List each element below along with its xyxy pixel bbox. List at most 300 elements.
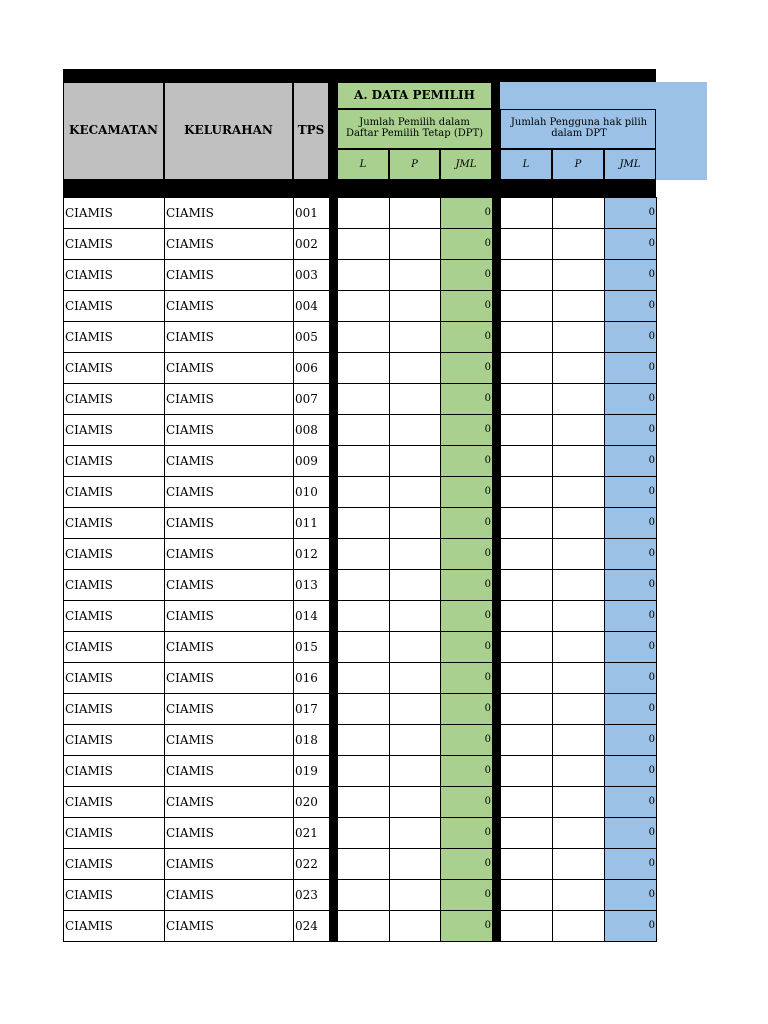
kelurahan-cell-value: CIAMIS — [166, 919, 214, 933]
pengguna-l-cell[interactable] — [500, 290, 553, 322]
dpt-jml-header: JML — [455, 159, 477, 170]
tps-cell[interactable] — [293, 259, 330, 291]
tps-cell[interactable] — [293, 631, 330, 663]
dpt-jml-cell-value: 0 — [484, 641, 491, 652]
dpt-jml-cell[interactable] — [440, 228, 493, 260]
kecamatan-cell[interactable] — [63, 414, 165, 446]
kelurahan-cell-value: CIAMIS — [166, 826, 214, 840]
dpt-jml-cell-value: 0 — [484, 703, 491, 714]
pengguna-jml-cell[interactable] — [604, 445, 657, 477]
pengguna-jml-cell[interactable] — [604, 631, 657, 663]
dpt-jml-cell[interactable] — [440, 259, 493, 291]
dpt-l-cell[interactable] — [337, 817, 390, 849]
kecamatan-cell-value: CIAMIS — [65, 857, 113, 871]
pengguna-l-cell[interactable] — [500, 910, 553, 942]
pengguna-p-cell[interactable] — [552, 290, 605, 322]
dpt-l-cell[interactable] — [337, 476, 390, 508]
row-divider-black — [492, 197, 500, 229]
kecamatan-cell[interactable] — [63, 290, 165, 322]
dpt-p-cell[interactable] — [389, 538, 441, 570]
dpt-l-cell[interactable] — [337, 383, 390, 415]
dpt-p-header: P — [411, 159, 418, 170]
pengguna-jml-cell-value: 0 — [648, 641, 655, 652]
pengguna-jml-cell[interactable] — [604, 352, 657, 384]
dpt-jml-cell-value: 0 — [484, 300, 491, 311]
pengguna-p-cell[interactable] — [552, 786, 605, 818]
tps-cell-value: 009 — [295, 454, 318, 468]
dpt-jml-cell[interactable] — [440, 755, 493, 787]
dpt-l-cell[interactable] — [337, 879, 390, 911]
row-divider-black — [492, 445, 500, 477]
dpt-l-cell[interactable] — [337, 259, 390, 291]
dpt-jml-cell-value: 0 — [484, 672, 491, 683]
dpt-jml-cell[interactable] — [440, 817, 493, 849]
section-a-header-cell[interactable] — [337, 82, 492, 109]
dpt-p-cell[interactable] — [389, 445, 441, 477]
kecamatan-cell[interactable] — [63, 569, 165, 601]
pengguna-jml-cell[interactable] — [604, 910, 657, 942]
pengguna-jml-cell-value: 0 — [648, 331, 655, 342]
kelurahan-cell[interactable] — [164, 910, 294, 942]
kecamatan-cell-value: CIAMIS — [65, 888, 113, 902]
pengguna-jml-cell[interactable] — [604, 228, 657, 260]
kelurahan-cell[interactable] — [164, 662, 294, 694]
kelurahan-cell[interactable] — [164, 197, 294, 229]
dpt-jml-cell[interactable] — [440, 879, 493, 911]
dpt-l-cell[interactable] — [337, 507, 390, 539]
dpt-p-cell[interactable] — [389, 848, 441, 880]
row-divider-black — [329, 507, 337, 539]
header-bottom-black-bar — [63, 180, 656, 197]
kelurahan-header-cell[interactable] — [164, 82, 293, 180]
pengguna-p-cell[interactable] — [552, 321, 605, 353]
kelurahan-cell-value: CIAMIS — [166, 547, 214, 561]
kelurahan-cell[interactable] — [164, 817, 294, 849]
kelurahan-cell[interactable] — [164, 507, 294, 539]
tps-cell[interactable] — [293, 538, 330, 570]
kecamatan-cell[interactable] — [63, 476, 165, 508]
dpt-p-header-cell[interactable] — [389, 149, 440, 180]
kelurahan-cell[interactable] — [164, 693, 294, 725]
pengguna-p-cell[interactable] — [552, 259, 605, 291]
row-divider-black — [492, 755, 500, 787]
pengguna-l-header-cell[interactable] — [500, 149, 552, 180]
tps-cell[interactable] — [293, 290, 330, 322]
kecamatan-cell[interactable] — [63, 662, 165, 694]
pengguna-jml-cell-value: 0 — [648, 765, 655, 776]
tps-cell[interactable] — [293, 321, 330, 353]
dpt-l-cell[interactable] — [337, 290, 390, 322]
tps-cell[interactable] — [293, 507, 330, 539]
kelurahan-cell-value: CIAMIS — [166, 671, 214, 685]
dpt-p-cell[interactable] — [389, 383, 441, 415]
pengguna-l-cell[interactable] — [500, 538, 553, 570]
tps-cell-value: 019 — [295, 764, 318, 778]
dpt-p-cell[interactable] — [389, 662, 441, 694]
pengguna-l-cell[interactable] — [500, 197, 553, 229]
kecamatan-cell[interactable] — [63, 383, 165, 415]
pengguna-p-header-cell[interactable] — [552, 149, 604, 180]
pengguna-l-cell[interactable] — [500, 662, 553, 694]
tps-cell[interactable] — [293, 786, 330, 818]
dpt-jml-cell-value: 0 — [484, 486, 491, 497]
dpt-jml-cell-value: 0 — [484, 765, 491, 776]
kecamatan-cell[interactable] — [63, 352, 165, 384]
tps-cell[interactable] — [293, 662, 330, 694]
dpt-l-cell[interactable] — [337, 352, 390, 384]
kelurahan-cell[interactable] — [164, 879, 294, 911]
kecamatan-cell[interactable] — [63, 848, 165, 880]
tps-cell[interactable] — [293, 569, 330, 601]
row-divider-black — [492, 321, 500, 353]
dpt-jml-cell-value: 0 — [484, 858, 491, 869]
dpt-jml-cell-value: 0 — [484, 920, 491, 931]
dpt-l-cell[interactable] — [337, 414, 390, 446]
tps-cell[interactable] — [293, 755, 330, 787]
dpt-l-cell[interactable] — [337, 228, 390, 260]
pengguna-jml-cell[interactable] — [604, 848, 657, 880]
dpt-l-cell[interactable] — [337, 631, 390, 663]
pengguna-l-cell[interactable] — [500, 693, 553, 725]
pengguna-l-cell[interactable] — [500, 600, 553, 632]
kecamatan-cell-value: CIAMIS — [65, 640, 113, 654]
pengguna-jml-cell[interactable] — [604, 569, 657, 601]
pengguna-l-cell[interactable] — [500, 476, 553, 508]
kecamatan-cell-value: CIAMIS — [65, 671, 113, 685]
dpt-jml-cell-value: 0 — [484, 455, 491, 466]
dpt-p-cell[interactable] — [389, 352, 441, 384]
row-divider-black — [492, 290, 500, 322]
pengguna-jml-cell-value: 0 — [648, 889, 655, 900]
pengguna-p-cell[interactable] — [552, 569, 605, 601]
kecamatan-cell[interactable] — [63, 724, 165, 756]
kelurahan-cell[interactable] — [164, 476, 294, 508]
dpt-l-cell[interactable] — [337, 197, 390, 229]
dpt-l-cell[interactable] — [337, 755, 390, 787]
tps-cell[interactable] — [293, 414, 330, 446]
dpt-jml-cell-value: 0 — [484, 393, 491, 404]
pengguna-l-cell[interactable] — [500, 228, 553, 260]
pengguna-jml-cell[interactable] — [604, 197, 657, 229]
dpt-p-cell[interactable] — [389, 693, 441, 725]
kecamatan-cell[interactable] — [63, 228, 165, 260]
pengguna-l-header: L — [522, 159, 530, 170]
tps-cell[interactable] — [293, 383, 330, 415]
tps-cell[interactable] — [293, 197, 330, 229]
dpt-jml-cell-value: 0 — [484, 734, 491, 745]
kecamatan-cell[interactable] — [63, 321, 165, 353]
pengguna-jml-cell[interactable] — [604, 476, 657, 508]
pengguna-p-cell[interactable] — [552, 693, 605, 725]
pengguna-l-cell[interactable] — [500, 848, 553, 880]
kelurahan-cell-value: CIAMIS — [166, 888, 214, 902]
dpt-p-cell[interactable] — [389, 197, 441, 229]
kecamatan-cell[interactable] — [63, 786, 165, 818]
pengguna-jml-cell[interactable] — [604, 786, 657, 818]
dpt-jml-cell[interactable] — [440, 507, 493, 539]
row-divider-black — [329, 445, 337, 477]
tps-cell[interactable] — [293, 600, 330, 632]
dpt-jml-cell[interactable] — [440, 414, 493, 446]
dpt-p-cell[interactable] — [389, 786, 441, 818]
dpt-l-cell[interactable] — [337, 600, 390, 632]
pengguna-l-cell[interactable] — [500, 383, 553, 415]
pengguna-jml-cell-value: 0 — [648, 579, 655, 590]
tps-cell[interactable] — [293, 352, 330, 384]
tps-cell[interactable] — [293, 879, 330, 911]
pengguna-jml-cell-value: 0 — [648, 672, 655, 683]
dpt-jml-cell[interactable] — [440, 569, 493, 601]
pengguna-jml-cell-value: 0 — [648, 393, 655, 404]
pengguna-jml-cell[interactable] — [604, 414, 657, 446]
dpt-jml-cell[interactable] — [440, 321, 493, 353]
kelurahan-cell[interactable] — [164, 414, 294, 446]
dpt-p-cell[interactable] — [389, 290, 441, 322]
tps-header-cell[interactable] — [293, 82, 329, 180]
pengguna-label-cell[interactable] — [500, 109, 656, 149]
pengguna-l-cell[interactable] — [500, 259, 553, 291]
row-divider-black — [329, 755, 337, 787]
pengguna-p-cell[interactable] — [552, 507, 605, 539]
kecamatan-cell[interactable] — [63, 600, 165, 632]
dpt-p-cell[interactable] — [389, 507, 441, 539]
dpt-p-cell[interactable] — [389, 879, 441, 911]
dpt-jml-cell[interactable] — [440, 910, 493, 942]
dpt-p-cell[interactable] — [389, 724, 441, 756]
pengguna-jml-cell[interactable] — [604, 538, 657, 570]
pengguna-p-cell[interactable] — [552, 352, 605, 384]
pengguna-l-cell[interactable] — [500, 507, 553, 539]
pengguna-l-cell[interactable] — [500, 414, 553, 446]
pengguna-p-cell[interactable] — [552, 724, 605, 756]
dpt-jml-cell[interactable] — [440, 600, 493, 632]
pengguna-jml-cell[interactable] — [604, 662, 657, 694]
tps-cell[interactable] — [293, 476, 330, 508]
dpt-jml-cell[interactable] — [440, 538, 493, 570]
pengguna-p-cell[interactable] — [552, 476, 605, 508]
kecamatan-cell[interactable] — [63, 631, 165, 663]
dpt-p-cell[interactable] — [389, 321, 441, 353]
dpt-l-cell[interactable] — [337, 693, 390, 725]
kelurahan-cell[interactable] — [164, 445, 294, 477]
tps-cell[interactable] — [293, 817, 330, 849]
kecamatan-cell[interactable] — [63, 693, 165, 725]
dpt-l-cell[interactable] — [337, 569, 390, 601]
kelurahan-cell-value: CIAMIS — [166, 299, 214, 313]
dpt-l-header-cell[interactable] — [337, 149, 389, 180]
kecamatan-cell[interactable] — [63, 538, 165, 570]
kecamatan-header-cell[interactable] — [63, 82, 164, 180]
row-divider-black — [492, 414, 500, 446]
row-divider-black — [329, 476, 337, 508]
dpt-p-cell[interactable] — [389, 910, 441, 942]
tps-cell-value: 018 — [295, 733, 318, 747]
row-divider-black — [492, 569, 500, 601]
pengguna-jml-cell-value: 0 — [648, 517, 655, 528]
pengguna-p-cell[interactable] — [552, 755, 605, 787]
tps-cell[interactable] — [293, 228, 330, 260]
tps-cell-value: 017 — [295, 702, 318, 716]
tps-cell[interactable] — [293, 445, 330, 477]
dpt-l-cell[interactable] — [337, 848, 390, 880]
kelurahan-cell[interactable] — [164, 786, 294, 818]
kelurahan-header: KELURAHAN — [184, 123, 273, 137]
tps-cell[interactable] — [293, 693, 330, 725]
kelurahan-cell-value: CIAMIS — [166, 485, 214, 499]
kelurahan-cell[interactable] — [164, 259, 294, 291]
dpt-l-cell[interactable] — [337, 321, 390, 353]
dpt-p-cell[interactable] — [389, 259, 441, 291]
tps-cell[interactable] — [293, 724, 330, 756]
pengguna-p-cell[interactable] — [552, 197, 605, 229]
dpt-p-cell[interactable] — [389, 817, 441, 849]
row-divider-black — [492, 910, 500, 942]
row-divider-black — [329, 290, 337, 322]
dpt-p-cell[interactable] — [389, 755, 441, 787]
kecamatan-cell[interactable] — [63, 445, 165, 477]
pengguna-p-cell[interactable] — [552, 879, 605, 911]
kelurahan-cell[interactable] — [164, 631, 294, 663]
kecamatan-cell[interactable] — [63, 507, 165, 539]
dpt-l-cell[interactable] — [337, 445, 390, 477]
kecamatan-cell[interactable] — [63, 197, 165, 229]
pengguna-p-cell[interactable] — [552, 600, 605, 632]
dpt-jml-header-cell[interactable] — [440, 149, 492, 180]
dpt-jml-cell-value: 0 — [484, 610, 491, 621]
dpt-l-cell[interactable] — [337, 538, 390, 570]
kelurahan-cell[interactable] — [164, 321, 294, 353]
pengguna-l-cell[interactable] — [500, 817, 553, 849]
pengguna-p-cell[interactable] — [552, 445, 605, 477]
pengguna-p-cell[interactable] — [552, 414, 605, 446]
dpt-jml-cell-value: 0 — [484, 889, 491, 900]
dpt-jml-cell[interactable] — [440, 383, 493, 415]
pengguna-jml-cell[interactable] — [604, 817, 657, 849]
kelurahan-cell-value: CIAMIS — [166, 454, 214, 468]
dpt-p-cell[interactable] — [389, 228, 441, 260]
dpt-p-cell[interactable] — [389, 569, 441, 601]
kelurahan-cell[interactable] — [164, 569, 294, 601]
dpt-jml-cell[interactable] — [440, 445, 493, 477]
dpt-l-cell[interactable] — [337, 724, 390, 756]
kecamatan-cell[interactable] — [63, 755, 165, 787]
pengguna-jml-cell[interactable] — [604, 755, 657, 787]
kecamatan-cell-value: CIAMIS — [65, 237, 113, 251]
pengguna-p-cell[interactable] — [552, 910, 605, 942]
dpt-jml-cell[interactable] — [440, 290, 493, 322]
dpt-label-cell[interactable] — [337, 109, 492, 149]
pengguna-p-cell[interactable] — [552, 383, 605, 415]
pengguna-jml-cell[interactable] — [604, 600, 657, 632]
pengguna-l-cell[interactable] — [500, 724, 553, 756]
pengguna-l-cell[interactable] — [500, 569, 553, 601]
dpt-l-cell[interactable] — [337, 662, 390, 694]
dpt-jml-cell-value: 0 — [484, 517, 491, 528]
pengguna-l-cell[interactable] — [500, 631, 553, 663]
dpt-jml-cell[interactable] — [440, 848, 493, 880]
kelurahan-cell[interactable] — [164, 538, 294, 570]
row-divider-black — [329, 786, 337, 818]
kecamatan-cell[interactable] — [63, 817, 165, 849]
tps-cell[interactable] — [293, 848, 330, 880]
pengguna-p-cell[interactable] — [552, 848, 605, 880]
pengguna-p-cell[interactable] — [552, 662, 605, 694]
dpt-l-cell[interactable] — [337, 786, 390, 818]
dpt-jml-cell-value: 0 — [484, 796, 491, 807]
kelurahan-cell[interactable] — [164, 724, 294, 756]
pengguna-jml-cell[interactable] — [604, 724, 657, 756]
pengguna-l-cell[interactable] — [500, 445, 553, 477]
kelurahan-cell[interactable] — [164, 600, 294, 632]
kelurahan-cell[interactable] — [164, 290, 294, 322]
pengguna-p-cell[interactable] — [552, 228, 605, 260]
pengguna-l-cell[interactable] — [500, 321, 553, 353]
pengguna-jml-header: JML — [619, 159, 641, 170]
pengguna-jml-cell[interactable] — [604, 259, 657, 291]
pengguna-p-cell[interactable] — [552, 538, 605, 570]
dpt-p-cell[interactable] — [389, 631, 441, 663]
kelurahan-cell[interactable] — [164, 352, 294, 384]
kelurahan-cell-value: CIAMIS — [166, 268, 214, 282]
kecamatan-cell[interactable] — [63, 910, 165, 942]
kelurahan-cell-value: CIAMIS — [166, 237, 214, 251]
kecamatan-cell[interactable] — [63, 879, 165, 911]
pengguna-l-cell[interactable] — [500, 755, 553, 787]
pengguna-jml-cell[interactable] — [604, 321, 657, 353]
pengguna-p-cell[interactable] — [552, 817, 605, 849]
pengguna-jml-cell[interactable] — [604, 290, 657, 322]
dpt-p-cell[interactable] — [389, 600, 441, 632]
tps-cell-value: 006 — [295, 361, 318, 375]
pengguna-jml-cell[interactable] — [604, 507, 657, 539]
pengguna-jml-cell[interactable] — [604, 383, 657, 415]
kelurahan-cell-value: CIAMIS — [166, 423, 214, 437]
dpt-p-cell[interactable] — [389, 476, 441, 508]
dpt-l-cell[interactable] — [337, 910, 390, 942]
kelurahan-cell[interactable] — [164, 383, 294, 415]
dpt-jml-cell-value: 0 — [484, 424, 491, 435]
tps-cell-value: 010 — [295, 485, 318, 499]
pengguna-l-cell[interactable] — [500, 879, 553, 911]
dpt-jml-cell[interactable] — [440, 631, 493, 663]
pengguna-jml-cell[interactable] — [604, 879, 657, 911]
dpt-jml-cell[interactable] — [440, 724, 493, 756]
pengguna-l-cell[interactable] — [500, 786, 553, 818]
kelurahan-cell[interactable] — [164, 848, 294, 880]
dpt-jml-cell[interactable] — [440, 786, 493, 818]
dpt-jml-cell[interactable] — [440, 693, 493, 725]
kelurahan-cell[interactable] — [164, 755, 294, 787]
dpt-jml-cell[interactable] — [440, 352, 493, 384]
row-divider-black — [492, 352, 500, 384]
pengguna-p-cell[interactable] — [552, 631, 605, 663]
kelurahan-cell[interactable] — [164, 228, 294, 260]
dpt-jml-cell[interactable] — [440, 662, 493, 694]
pengguna-l-cell[interactable] — [500, 352, 553, 384]
kecamatan-cell-value: CIAMIS — [65, 268, 113, 282]
kecamatan-cell[interactable] — [63, 259, 165, 291]
dpt-jml-cell[interactable] — [440, 197, 493, 229]
pengguna-jml-cell-value: 0 — [648, 610, 655, 621]
pengguna-jml-cell-value: 0 — [648, 734, 655, 745]
pengguna-jml-cell[interactable] — [604, 693, 657, 725]
tps-cell[interactable] — [293, 910, 330, 942]
dpt-p-cell[interactable] — [389, 414, 441, 446]
dpt-jml-cell[interactable] — [440, 476, 493, 508]
pengguna-jml-header-cell[interactable] — [604, 149, 656, 180]
row-divider-black — [329, 662, 337, 694]
kecamatan-cell-value: CIAMIS — [65, 764, 113, 778]
